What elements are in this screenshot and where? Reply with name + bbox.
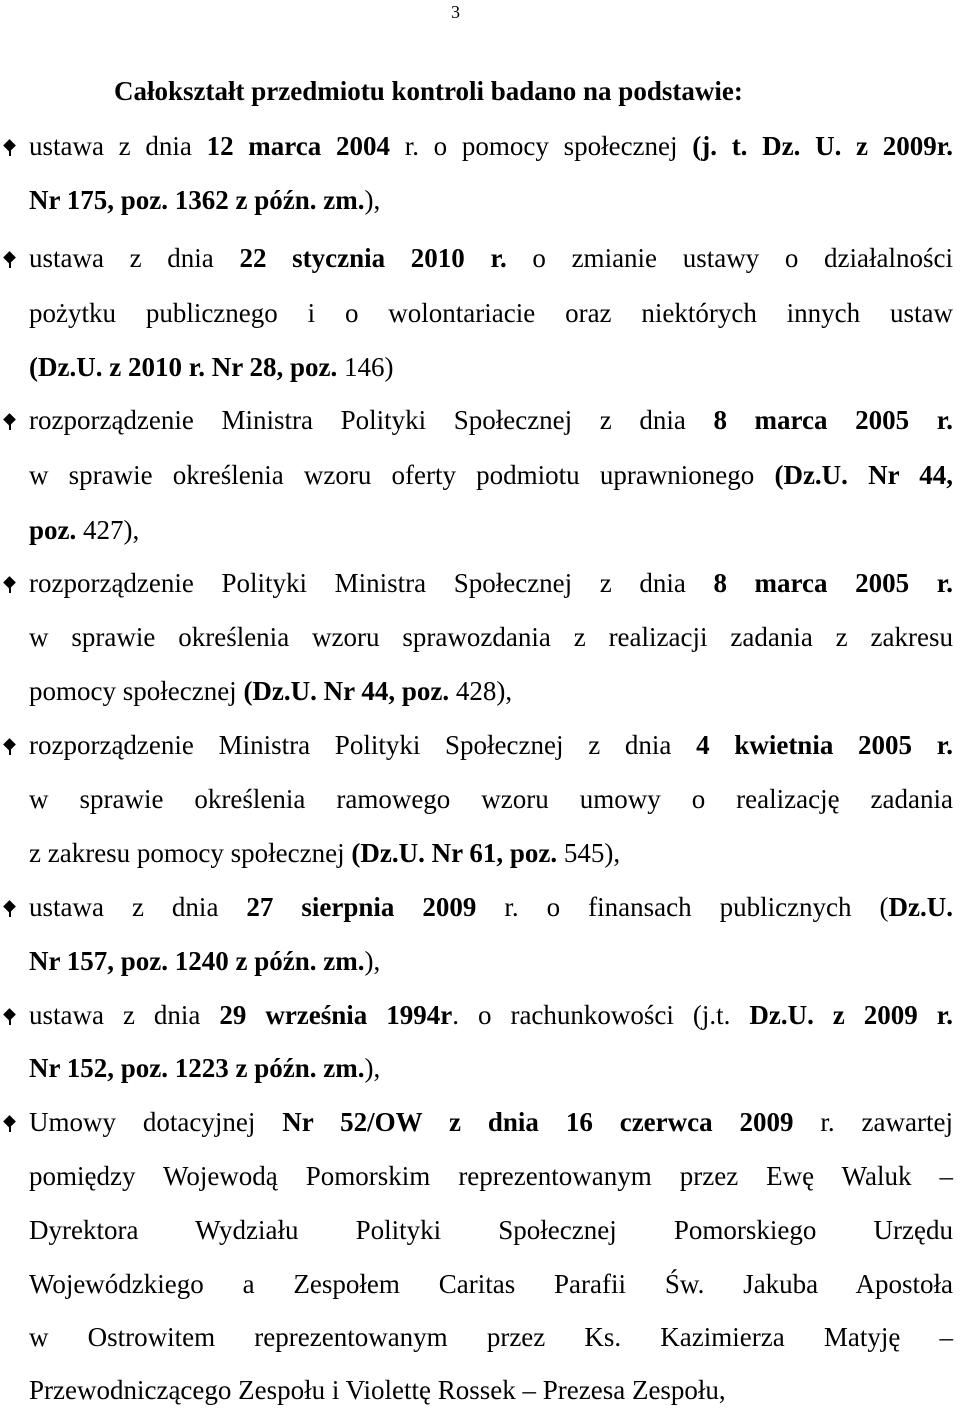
bold-text: 12 marca 2004 (206, 131, 390, 161)
list-item-line (29, 675, 953, 707)
text: ustawa z dnia (29, 892, 247, 922)
bold-text: poz. (29, 515, 77, 545)
bold-text: Dz.U. z 2009 r. (749, 1000, 953, 1030)
bold-text: (Dz.U. Nr 44, (774, 460, 953, 490)
list-item-line (29, 514, 953, 546)
text: 428), (449, 676, 513, 706)
list-item-line (29, 459, 953, 491)
bold-text: 4 kwietnia 2005 r. (696, 730, 954, 760)
text: rozporządzenie Polityki Ministra Społecznej z dnia (29, 568, 714, 598)
text: Wojewódzkiego a Zespołem Caritas Parafii Św. Jakuba Apostoła (29, 1269, 953, 1299)
list-item-line (29, 621, 953, 653)
text: Dyrektora Wydziału Polityki Społecznej Pomorskiego Urzędu (29, 1215, 953, 1245)
text: rozporządzenie Ministra Polityki Społecznej z dnia (29, 405, 714, 435)
bold-text: Nr 175, poz. 1362 z późn. zm. (29, 185, 365, 215)
list-item-line (29, 130, 953, 162)
bullet-diamond-icon (4, 899, 16, 915)
list-item-line (29, 1106, 953, 1138)
list-item-line (29, 1374, 953, 1406)
text: w Ostrowitem reprezentowanym przez Ks. Kazimierza Matyję – (29, 1322, 953, 1352)
text: pożytku publicznego i o wolontariacie oraz niektórych innych ustaw (29, 298, 953, 328)
text: z zakresu pomocy społecznej (29, 838, 352, 868)
bold-text: Nr 157, poz. 1240 z późn. zm. (29, 946, 365, 976)
text: w sprawie określenia ramowego wzoru umowy o realizację zadania (29, 784, 953, 814)
page-number: 3 (451, 2, 460, 22)
text: ustawa z dnia (29, 131, 207, 161)
bullet-diamond-icon (4, 737, 16, 753)
list-item-line (29, 999, 953, 1031)
bold-text: (j. t. Dz. U. z 2009r. (692, 131, 954, 161)
text: w sprawie określenia wzoru oferty podmiotu uprawnionego (29, 460, 775, 490)
bold-text: Nr 52/OW z dnia 16 czerwca 2009 (282, 1107, 794, 1137)
list-item-line (29, 729, 953, 761)
bold-text: 22 stycznia 2010 r. (239, 243, 507, 273)
list-item-line (29, 891, 953, 923)
bold-text: Nr 152, poz. 1223 z późn. zm. (29, 1053, 365, 1083)
list-item-line (29, 1214, 953, 1246)
list-item-line (29, 837, 953, 869)
list-item-line (29, 783, 953, 815)
list-item-line (29, 184, 953, 216)
bold-text: 27 sierpnia 2009 (246, 892, 477, 922)
bold-text: (Dz.U. Nr 44, poz. (243, 676, 450, 706)
list-item-line (29, 297, 953, 329)
bold-text: (Dz.U. Nr 61, poz. (351, 838, 558, 868)
text: rozporządzenie Ministra Polityki Społecznej z dnia (29, 730, 697, 760)
list-item-line (29, 567, 953, 599)
bold-text: Dz.U. (888, 892, 954, 922)
text: ), (364, 185, 381, 215)
text: r. o finansach publicznych ( (476, 892, 889, 922)
text: 146) (337, 352, 394, 382)
bold-text: 29 września 1994r (219, 1000, 453, 1030)
text: ustawa z dnia (29, 1000, 220, 1030)
section-heading: Całokształt przedmiotu kontroli badano na podstawie: (114, 76, 743, 106)
text: . o rachunkowości (j.t. (452, 1000, 750, 1030)
bullet-diamond-icon (4, 1007, 16, 1023)
text: o zmianie ustawy o działalności (506, 243, 953, 273)
text: 427), (76, 515, 140, 545)
text: pomiędzy Wojewodą Pomorskim reprezentowanym przez Ewę Waluk – (29, 1161, 953, 1191)
text: 545), (557, 838, 621, 868)
text: Umowy dotacyjnej (29, 1107, 283, 1137)
bullet-diamond-icon (4, 1114, 16, 1130)
list-item-line (29, 351, 953, 383)
text: ), (364, 946, 381, 976)
list-item-line (29, 242, 953, 274)
bullet-diamond-icon (4, 138, 16, 154)
text: w sprawie określenia wzoru sprawozdania z realizacji zadania z zakresu (29, 622, 953, 652)
text: ustawa z dnia (29, 243, 240, 273)
bullet-diamond-icon (4, 412, 16, 428)
list-item-line (29, 945, 953, 977)
text: pomocy społecznej (29, 676, 244, 706)
text: r. zawartej (793, 1107, 953, 1137)
list-item-line (29, 1160, 953, 1192)
list-item-line (29, 1321, 953, 1353)
list-item-line (29, 1268, 953, 1300)
bold-text: 8 marca 2005 r. (713, 405, 953, 435)
bullet-diamond-icon (4, 575, 16, 591)
text: Przewodniczącego Zespołu i Violettę Rossek – Prezesa Zespołu, (29, 1375, 726, 1405)
list-item-line (29, 404, 953, 436)
text: r. o pomocy społecznej (390, 131, 693, 161)
bold-text: 8 marca 2005 r. (713, 568, 953, 598)
text: ), (364, 1053, 381, 1083)
list-item-line (29, 1052, 953, 1084)
bold-text: (Dz.U. z 2010 r. Nr 28, poz. (29, 352, 338, 382)
bullet-diamond-icon (4, 250, 16, 266)
